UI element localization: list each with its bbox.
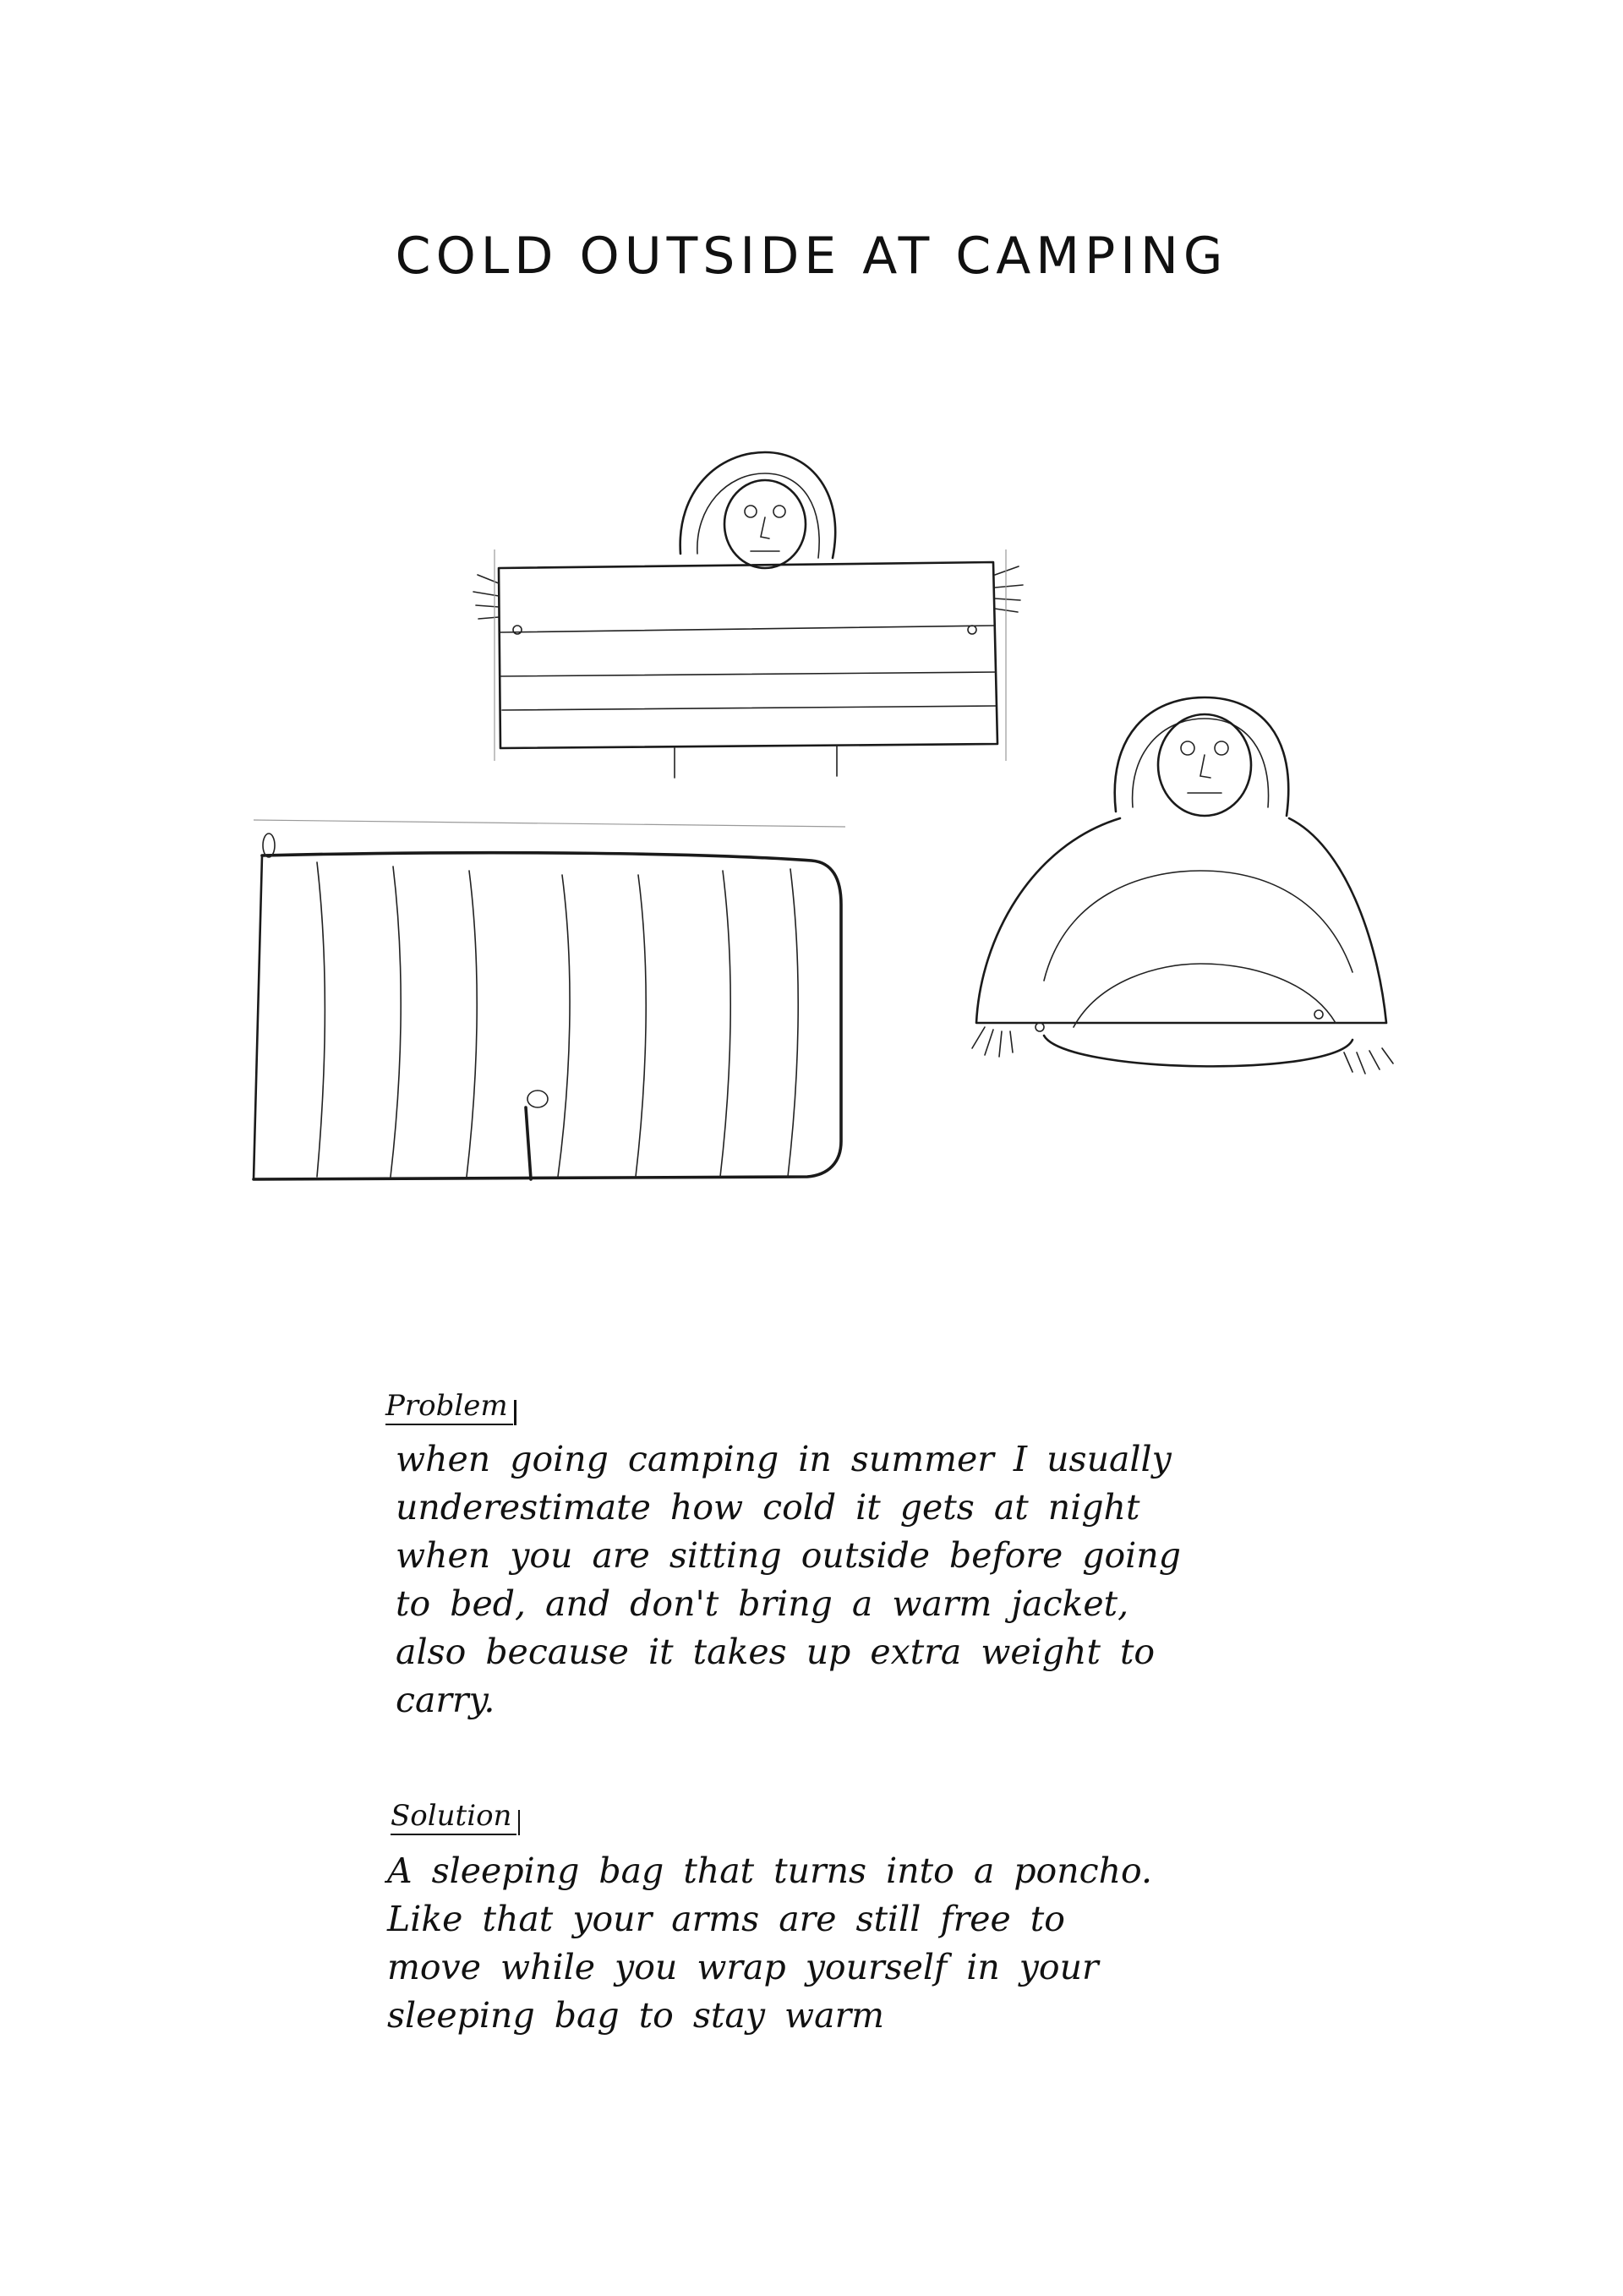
sleeping-bag-sketch (254, 820, 845, 1179)
problem-line: underestimate how cold it gets at night (396, 1487, 1140, 1528)
person-wearing-poncho-sketch (972, 697, 1393, 1074)
solution-text (387, 1847, 1152, 2040)
problem-text (396, 1435, 1181, 1725)
problem-line: to bed, and don't bring a warm jacket, (396, 1583, 1129, 1624)
problem-line: when going camping in summer I usually (396, 1439, 1172, 1479)
solution-heading: Solution (391, 1799, 516, 1835)
problem-line: also because it takes up extra weight to (396, 1632, 1156, 1672)
solution-line: A sleeping bag that turns into a poncho. (387, 1850, 1153, 1891)
problem-line: carry. (396, 1680, 495, 1720)
problem-heading: Problem (385, 1389, 513, 1425)
solution-line: move while you wrap yourself in your (387, 1947, 1099, 1987)
solution-line: sleeping bag to stay warm (387, 1995, 885, 2036)
person-holding-blanket-sketch (473, 452, 1023, 778)
problem-line: when you are sitting outside before going (396, 1535, 1181, 1576)
page-title: COLD OUTSIDE AT CAMPING (395, 227, 1228, 286)
solution-line: Like that your arms are still free to (387, 1899, 1065, 1939)
